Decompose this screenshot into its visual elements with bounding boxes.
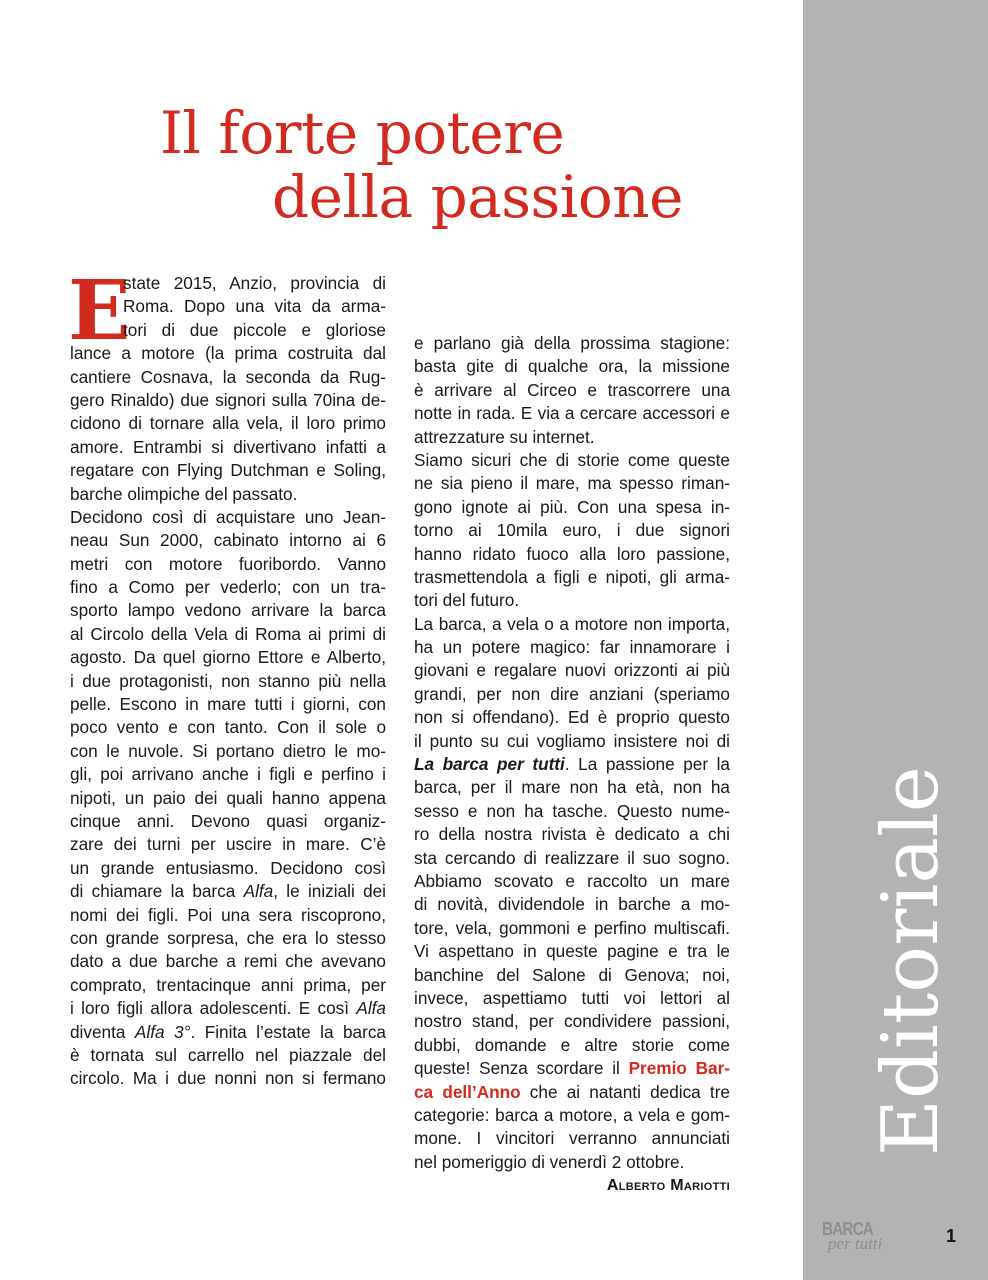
text-line — [414, 355, 730, 378]
text-run: zare dei turni per uscire in mare. C’è — [70, 834, 386, 855]
text-line — [414, 543, 730, 566]
text-run: diventa — [70, 1021, 135, 1042]
drop-cap: E — [68, 263, 131, 359]
text-run: La barca, a vela o a motore non importa, — [414, 613, 730, 634]
text-line — [414, 472, 730, 495]
text-run: è tornata sul carrello nel piazzale del — [70, 1044, 386, 1065]
text-line — [70, 1067, 386, 1090]
text-run: agosto. Da quel giorno Ettore e Alberto, — [70, 647, 386, 668]
text-run: ha un potere magico: far innamorare i — [414, 637, 730, 658]
text-line — [70, 787, 386, 810]
text-run: metri con motore fuoribordo. Vanno — [70, 553, 386, 574]
text-line — [70, 366, 386, 389]
emphasis-text: Premio Bar- — [628, 1058, 730, 1079]
text-run: e parlano già della prossima stagione: — [414, 333, 730, 353]
text-line — [414, 659, 730, 682]
text-run: ro della nostra rivista è dedicato a chi — [414, 824, 730, 845]
text-run: . Finita l’estate la barca — [190, 1021, 386, 1042]
headline-line-2: della passione — [272, 163, 683, 231]
text-line — [70, 506, 386, 529]
text-line — [414, 379, 730, 402]
text-run: basta gite di qualche ora, la missione — [414, 356, 730, 377]
text-run: neau Sun 2000, cabinato intorno ai 6 — [70, 530, 386, 551]
text-run: tori del futuro. — [414, 590, 520, 611]
text-run: dato a due barche a remi che avevano — [70, 951, 386, 972]
text-run: state 2015, Anzio, provincia di — [123, 273, 386, 293]
text-line — [70, 857, 386, 880]
logo-top: BARCA — [822, 1219, 873, 1239]
text-run: Roma. Dopo una vita da arma- — [123, 296, 386, 317]
text-run: i loro figli allora adolescenti. E così — [70, 998, 357, 1019]
section-title: Editoriale — [866, 766, 956, 1156]
text-line — [414, 636, 730, 659]
text-line — [70, 740, 386, 763]
text-line — [414, 1010, 730, 1033]
text-run: non si offendano). Ed è proprio questo — [414, 707, 730, 728]
text-run: sesso e non ha tasche. Questo nume- — [414, 800, 730, 821]
text-line — [414, 917, 730, 940]
text-line — [70, 927, 386, 950]
text-line — [414, 613, 730, 636]
text-line — [70, 459, 386, 482]
text-run: ne sia pieno il mare, ma spesso riman- — [414, 473, 730, 494]
text-line — [123, 272, 386, 295]
text-run: di novità, dividendole in barche a mo- — [414, 894, 730, 915]
text-line — [414, 449, 730, 472]
text-line — [70, 342, 386, 365]
text-line — [414, 332, 730, 355]
text-line — [414, 706, 730, 729]
text-line — [70, 576, 386, 599]
text-line — [70, 529, 386, 552]
text-run: circolo. Ma i due nonni non si fermano — [70, 1068, 386, 1089]
text-line — [414, 964, 730, 987]
text-line — [70, 833, 386, 856]
text-line — [414, 847, 730, 870]
magazine-logo — [822, 1220, 882, 1252]
text-line — [414, 823, 730, 846]
text-line — [414, 870, 730, 893]
emphasis-text: La barca per tutti — [414, 754, 565, 775]
text-run: comprato, trentacinque anni prima, per — [70, 974, 386, 995]
text-run: grandi, per non dire anziani (speriamo — [414, 683, 730, 704]
text-line — [70, 1021, 386, 1044]
emphasis-text: Alfa — [243, 881, 274, 902]
text-line — [414, 1127, 730, 1150]
article-column-1 — [68, 263, 386, 1091]
text-run: torno ai 10mila euro, i due signori — [414, 520, 730, 541]
text-line — [414, 496, 730, 519]
text-line — [70, 599, 386, 622]
text-line — [70, 880, 386, 903]
text-line — [70, 974, 386, 997]
text-run: . La passione per la — [564, 754, 730, 775]
text-run: categorie: barca a motore, a vela e gom- — [414, 1104, 730, 1125]
emphasis-text: ca dell’Anno — [414, 1081, 521, 1102]
text-line — [414, 1104, 730, 1127]
text-run: attrezzature su internet. — [414, 426, 595, 447]
text-line — [414, 402, 730, 425]
text-line — [414, 1034, 730, 1057]
text-line — [70, 997, 386, 1020]
text-line — [70, 763, 386, 786]
text-line — [414, 1081, 730, 1104]
text-run: gono ignote ai più. Con una spesa in- — [414, 496, 730, 517]
text-line — [414, 800, 730, 823]
text-run: queste! Senza scordare il — [414, 1058, 629, 1079]
text-line — [70, 389, 386, 412]
text-run: banchine del Salone di Genova; noi, — [414, 964, 730, 985]
text-line — [70, 904, 386, 927]
page-number: 1 — [946, 1226, 957, 1246]
text-run: gli, poi arrivano anche i figli e perfino i — [70, 764, 386, 785]
text-line — [70, 716, 386, 739]
text-run: nipoti, un paio dei quali hanno appena — [70, 787, 386, 808]
text-line — [70, 950, 386, 973]
text-line — [123, 319, 386, 342]
text-run: dubbi, domande e altre storie come — [414, 1034, 730, 1055]
author-signature: Alberto Mariotti — [606, 1177, 730, 1194]
text-line — [414, 753, 730, 776]
text-run: trasmettendola a figli e nipoti, gli arma- — [414, 566, 730, 587]
text-run: mone. I vincitori verranno annunciati — [414, 1128, 730, 1149]
text-run: è arrivare al Circeo e trascorrere una — [414, 379, 730, 400]
text-run: hanno ridato fuoco alla loro passione, — [414, 543, 730, 564]
text-line — [414, 519, 730, 542]
text-line — [70, 623, 386, 646]
logo-bottom: per tutti — [828, 1234, 883, 1253]
text-line — [414, 589, 730, 612]
text-run: , le iniziali dei — [273, 881, 386, 902]
text-line — [70, 1044, 386, 1067]
text-run: barche olimpiche del passato. — [70, 483, 298, 504]
text-run: con grande sorpresa, che era lo stesso — [70, 927, 386, 948]
text-line — [414, 1151, 730, 1174]
text-line — [414, 1057, 730, 1080]
text-run: invece, aspettiamo tutti voi lettori al — [414, 987, 730, 1008]
text-run: pelle. Escono in mare tutti i giorni, con — [70, 694, 386, 715]
text-run: Siamo sicuri che di storie come queste — [414, 449, 730, 470]
text-run: sporto lampo vedono arrivare la barca — [70, 600, 386, 621]
text-run: poco vento e con tanto. Con il sole o — [70, 717, 386, 738]
text-run: amore. Entrambi si divertivano infatti a — [70, 436, 386, 457]
text-line — [70, 483, 386, 506]
text-run: Abbiamo scovato e raccolto un mare — [414, 870, 730, 891]
text-run: nomi dei figli. Poi una sera riscoprono, — [70, 904, 386, 925]
text-run: sta cercando di realizzare il suo sogno. — [414, 847, 730, 868]
text-line — [414, 566, 730, 589]
text-run: cantiere Cosnava, la seconda da Rug- — [70, 366, 386, 387]
text-line — [70, 693, 386, 716]
text-run: giovani e regalare nuovi orizzonti ai più — [414, 660, 730, 681]
emphasis-text: Alfa — [356, 998, 386, 1019]
text-line — [123, 295, 386, 318]
text-line — [414, 730, 730, 753]
text-line — [70, 553, 386, 576]
text-line — [70, 436, 386, 459]
text-line — [414, 776, 730, 799]
text-run: fino a Como per vederlo; con un tra- — [70, 577, 386, 598]
text-line — [70, 670, 386, 693]
text-run: gero Rinaldo) due signori sulla 70ina de- — [70, 389, 386, 410]
text-run: nostro stand, per condividere passioni, — [414, 1011, 730, 1032]
text-run: un grande entusiasmo. Decidono così — [70, 857, 386, 878]
text-run: barca, per il mare non ha età, non ha — [414, 777, 730, 798]
text-run: nel pomeriggio di venerdì 2 ottobre. — [414, 1151, 685, 1172]
text-line — [414, 940, 730, 963]
text-run: di chiamare la barca — [70, 881, 244, 902]
text-run: che ai natanti dedica tre — [520, 1081, 730, 1102]
text-run: tori di due piccole e gloriose — [123, 319, 386, 340]
text-run: al Circolo della Vela di Roma ai primi di — [70, 623, 386, 644]
text-run: Decidono così di acquistare uno Jean- — [70, 506, 386, 527]
text-run: tore, vela, gommoni e perfino multiscafi. — [414, 917, 730, 938]
article-column-2 — [414, 332, 730, 1174]
text-line — [70, 646, 386, 669]
text-run: i due protagonisti, non stanno più nella — [70, 670, 386, 691]
text-line — [70, 412, 386, 435]
text-run: lance a motore (la prima costruita dal — [70, 343, 386, 364]
headline-line-1: Il forte potere — [160, 99, 565, 167]
emphasis-text: Alfa 3° — [134, 1021, 191, 1042]
text-run: con le nuvole. Si portano dietro le mo- — [70, 740, 386, 761]
text-line — [414, 683, 730, 706]
text-run: notte in rada. E via a cercare accessori e — [414, 403, 730, 424]
text-run: regatare con Flying Dutchman e Soling, — [70, 460, 386, 481]
text-run: Vi aspettano in queste pagine e tra le — [414, 941, 730, 962]
text-line — [414, 987, 730, 1010]
text-line — [414, 426, 730, 449]
text-line — [414, 893, 730, 916]
text-line — [70, 810, 386, 833]
text-run: cinque anni. Devono quasi organiz- — [70, 810, 386, 831]
text-run: cidono di tornare alla vela, il loro primo — [70, 413, 386, 434]
text-run: il punto su cui vogliamo insistere noi di — [414, 730, 730, 751]
